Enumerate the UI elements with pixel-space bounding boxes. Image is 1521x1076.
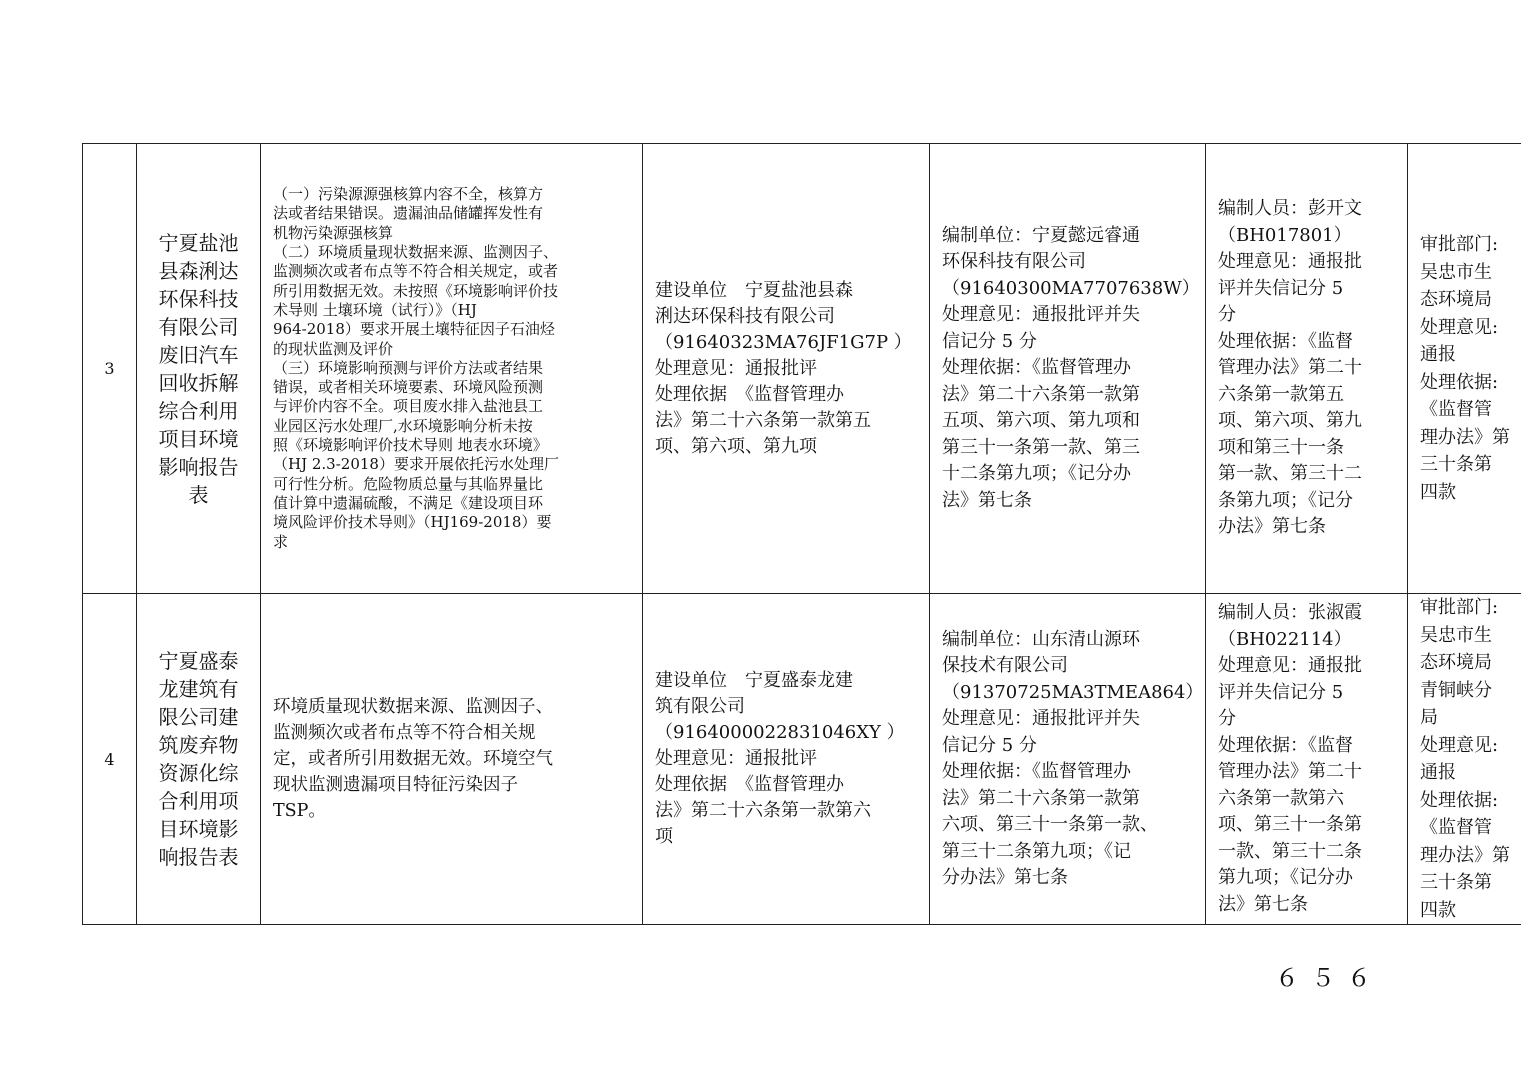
text-line: 值计算中遗漏硫酸，不满足《建设项目环 — [273, 493, 544, 512]
text-line: 影响报告 — [158, 454, 239, 479]
text-line: 处理意见：通报批 — [1218, 251, 1362, 273]
table-row — [83, 144, 1521, 594]
text-line: 评并失信记分 5 — [1218, 277, 1344, 299]
text-line: 局 — [1420, 707, 1438, 728]
text-line: 宁夏盛泰 — [158, 649, 239, 673]
text-line: 保技术有限公司 — [942, 655, 1068, 676]
text-line: 管理办法》第二十 — [1218, 357, 1362, 379]
text-line: 通报 — [1420, 344, 1456, 365]
text-line: 项和第三十一条 — [1218, 436, 1344, 458]
text-line: 审批部门: — [1420, 597, 1499, 618]
text-line: 处理依据: — [1420, 371, 1499, 393]
text-line: 的现状监测及评价 — [273, 339, 394, 358]
compiling-company-penalty — [930, 144, 1206, 594]
text-line: （91640323MA76JF1G7P ） — [655, 331, 912, 353]
text-line: 业园区污水处理厂,水环境影响分析未按 — [273, 416, 533, 435]
text-line: 理办法》第 — [1420, 426, 1510, 448]
project-name — [137, 144, 261, 594]
text-line: 964-2018）要求开展土壤特征因子石油烃 — [273, 320, 555, 339]
text-line: 合利用项 — [158, 789, 239, 813]
text-line: （91640300MA7707638W） — [942, 277, 1200, 299]
text-line: 现状监测遗漏项目特征污染因子 — [273, 775, 518, 795]
text-line: 办法》第七条 — [1218, 516, 1326, 538]
text-line: 第九项；《记分办 — [1218, 867, 1353, 888]
text-line: 定，或者所引用数据无效。环境空气 — [273, 749, 553, 769]
text-line: 第三十二条第九项；《记 — [942, 840, 1131, 862]
text-line: 吴忠市生 — [1420, 624, 1492, 646]
text-line: 法》第二十六条第一款第 — [942, 787, 1140, 809]
text-line: 境风险评价技术导则》（HJ169-2018）要 — [273, 513, 552, 532]
text-line: 浰达环保科技有限公司 — [655, 305, 835, 327]
text-line: 建设单位 宁夏盐池县森 — [655, 279, 853, 301]
text-line: 有限公司 — [158, 314, 239, 339]
text-line: 分 — [1218, 304, 1236, 326]
text-line: 建设单位 宁夏盛泰龙建 — [655, 670, 853, 691]
text-line: 三十条第 — [1420, 872, 1492, 893]
text-line: 法》第七条 — [942, 489, 1032, 511]
text-line: 综合利用 — [158, 398, 239, 423]
text-line: 机物污染源强核算 — [273, 223, 394, 242]
text-line: 回收拆解 — [158, 370, 239, 395]
text-line: 信记分 5 分 — [942, 734, 1037, 756]
text-line: 项、第六项、第九项 — [655, 435, 817, 457]
text-line: 处理依据 《监督管理办 — [655, 383, 844, 405]
text-line: 照《环境影响评价技术导则 地表水环境》 — [273, 436, 548, 455]
text-line: 响报告表 — [158, 845, 239, 869]
text-line: 一款、第三十二条 — [1218, 840, 1362, 862]
approval-department-penalty — [1408, 594, 1521, 925]
text-line: 六项、第三十一条第一款、 — [942, 814, 1158, 835]
text-line: 编制人员：彭开文 — [1218, 198, 1362, 220]
text-line: 四款 — [1420, 899, 1456, 921]
text-line: 四款 — [1420, 481, 1456, 503]
text-line: （三）环境影响预测与评价方法或者结果 — [273, 358, 544, 377]
problem-description — [261, 594, 643, 925]
text-line: 表 — [188, 482, 209, 507]
table-row — [83, 594, 1521, 925]
text-line: 处理依据：《监督 — [1218, 330, 1353, 352]
text-line: 所引用数据无效。未按照《环境影响评价技 — [273, 281, 559, 300]
text-line: 处理意见：通报批评并失 — [942, 708, 1140, 729]
text-line: 环保科技有限公司 — [942, 251, 1086, 273]
text-line: 求 — [273, 532, 289, 551]
text-line: 监测频次或者布点等不符合相关规 — [273, 723, 536, 743]
text-line: 监测频次或者布点等不符合相关规定，或者 — [273, 262, 559, 281]
text-line: 六条第一款第五 — [1218, 383, 1344, 405]
text-line: 法》第七条 — [1218, 893, 1308, 915]
text-line: （9164000022831046XY ） — [655, 722, 905, 743]
text-line: 法》第二十六条第一款第六 — [655, 800, 871, 821]
text-line: 处理依据：《监督管理办 — [942, 357, 1131, 379]
text-line: 项、第六项、第九 — [1218, 410, 1362, 432]
text-line: 术导则 土壤环境（试行）》（HJ — [273, 300, 477, 319]
text-line: 法》第二十六条第一款第 — [942, 383, 1140, 405]
text-line: 第一款、第三十二 — [1218, 463, 1362, 485]
text-line: 态环境局 — [1420, 289, 1492, 310]
text-line: 与评价内容不全。项目废水排入盐池县工 — [273, 397, 544, 416]
text-line: 法》第二十六条第一款第五 — [655, 409, 871, 431]
text-line: 编制人员：张淑霞 — [1218, 602, 1362, 623]
text-line: 错误，或者相关环境要素、环境风险预测 — [273, 378, 544, 397]
text-line: 分办法》第七条 — [942, 867, 1068, 888]
text-line: 筑废弃物 — [158, 733, 239, 757]
problem-description — [261, 144, 643, 594]
text-line: 评并失信记分 5 — [1218, 681, 1344, 703]
text-line: 环境质量现状数据来源、监测因子、 — [273, 697, 553, 717]
text-line: 通报 — [1420, 762, 1456, 783]
text-line: 项目环境 — [158, 426, 239, 451]
text-line: 处理意见: — [1420, 316, 1499, 338]
text-line: 处理意见：通报批评 — [655, 748, 817, 769]
text-line: 信记分 5 分 — [942, 330, 1037, 352]
text-line: 环保科技 — [158, 286, 239, 311]
construction-unit-penalty — [643, 144, 930, 594]
text-line: 处理意见：通报批 — [1218, 655, 1362, 676]
construction-unit-penalty — [643, 594, 930, 925]
row-number: 4 — [83, 594, 137, 925]
text-line: 三十条第 — [1420, 454, 1492, 475]
text-line: （一）污染源源强核算内容不全，核算方 — [273, 185, 544, 204]
text-line: 《监督管 — [1420, 399, 1492, 420]
compiling-company-penalty — [930, 594, 1206, 925]
text-line: 县森浰达 — [158, 258, 239, 283]
text-line: 可行性分析。危险物质总量与其临界量比 — [273, 474, 544, 493]
text-line: 宁夏盐池 — [158, 230, 239, 255]
text-line: 处理意见：通报批评并失 — [942, 304, 1140, 326]
text-line: 管理办法》第二十 — [1218, 761, 1362, 782]
compiling-staff-penalty — [1206, 144, 1408, 594]
text-line: 处理意见：通报批评 — [655, 357, 817, 379]
text-line: 态环境局 — [1420, 652, 1492, 673]
text-line: 处理意见: — [1420, 734, 1499, 756]
text-line: （HJ 2.3-2018）要求开展依托污水处理厂 — [273, 455, 559, 474]
compiling-staff-penalty — [1206, 594, 1408, 925]
text-line: 处理依据：《监督 — [1218, 734, 1353, 756]
page-number: ６５６ — [1275, 964, 1383, 992]
text-line: 五项、第六项、第九项和 — [942, 410, 1140, 432]
text-line: TSP。 — [273, 801, 326, 821]
text-line: 筑有限公司 — [655, 696, 745, 717]
text-line: 目环境影 — [158, 817, 239, 841]
text-line: 编制单位：宁夏懿远睿通 — [942, 224, 1140, 246]
text-line: 项、第三十一条第 — [1218, 814, 1362, 835]
text-line: 限公司建 — [158, 705, 239, 729]
text-line: （BH017801） — [1218, 224, 1352, 246]
text-line: 资源化综 — [158, 761, 239, 785]
text-line: 处理依据 《监督管理办 — [655, 774, 844, 795]
text-line: 条第九项；《记分 — [1218, 489, 1353, 511]
text-line: 十二条第九项；《记分办 — [942, 463, 1131, 485]
text-line: 分 — [1218, 708, 1236, 729]
row-number: 3 — [83, 144, 137, 594]
text-line: 理办法》第 — [1420, 844, 1510, 866]
text-line: （91370725MA3TMEA864） — [942, 681, 1204, 703]
text-line: 龙建筑有 — [158, 677, 239, 701]
text-line: 青铜峡分 — [1420, 679, 1492, 701]
text-line: 《监督管 — [1420, 817, 1492, 838]
text-line: 六条第一款第六 — [1218, 787, 1344, 809]
text-line: 废旧汽车 — [158, 342, 239, 367]
text-line: （BH022114） — [1218, 628, 1352, 650]
project-name — [137, 594, 261, 925]
approval-department-penalty — [1408, 144, 1521, 594]
text-line: 编制单位：山东清山源环 — [942, 628, 1140, 650]
penalty-table — [82, 143, 1521, 925]
text-line: 吴忠市生 — [1420, 261, 1492, 283]
text-line: 审批部门: — [1420, 234, 1499, 255]
text-line: 项 — [655, 826, 673, 847]
text-line: 处理依据: — [1420, 789, 1499, 811]
text-line: 法或者结果错误。遗漏油品储罐挥发性有 — [273, 204, 544, 223]
text-line: 第三十一条第一款、第三 — [942, 436, 1140, 458]
text-line: 处理依据：《监督管理办 — [942, 761, 1131, 782]
text-line: （二）环境质量现状数据来源、监测因子、 — [273, 243, 559, 262]
